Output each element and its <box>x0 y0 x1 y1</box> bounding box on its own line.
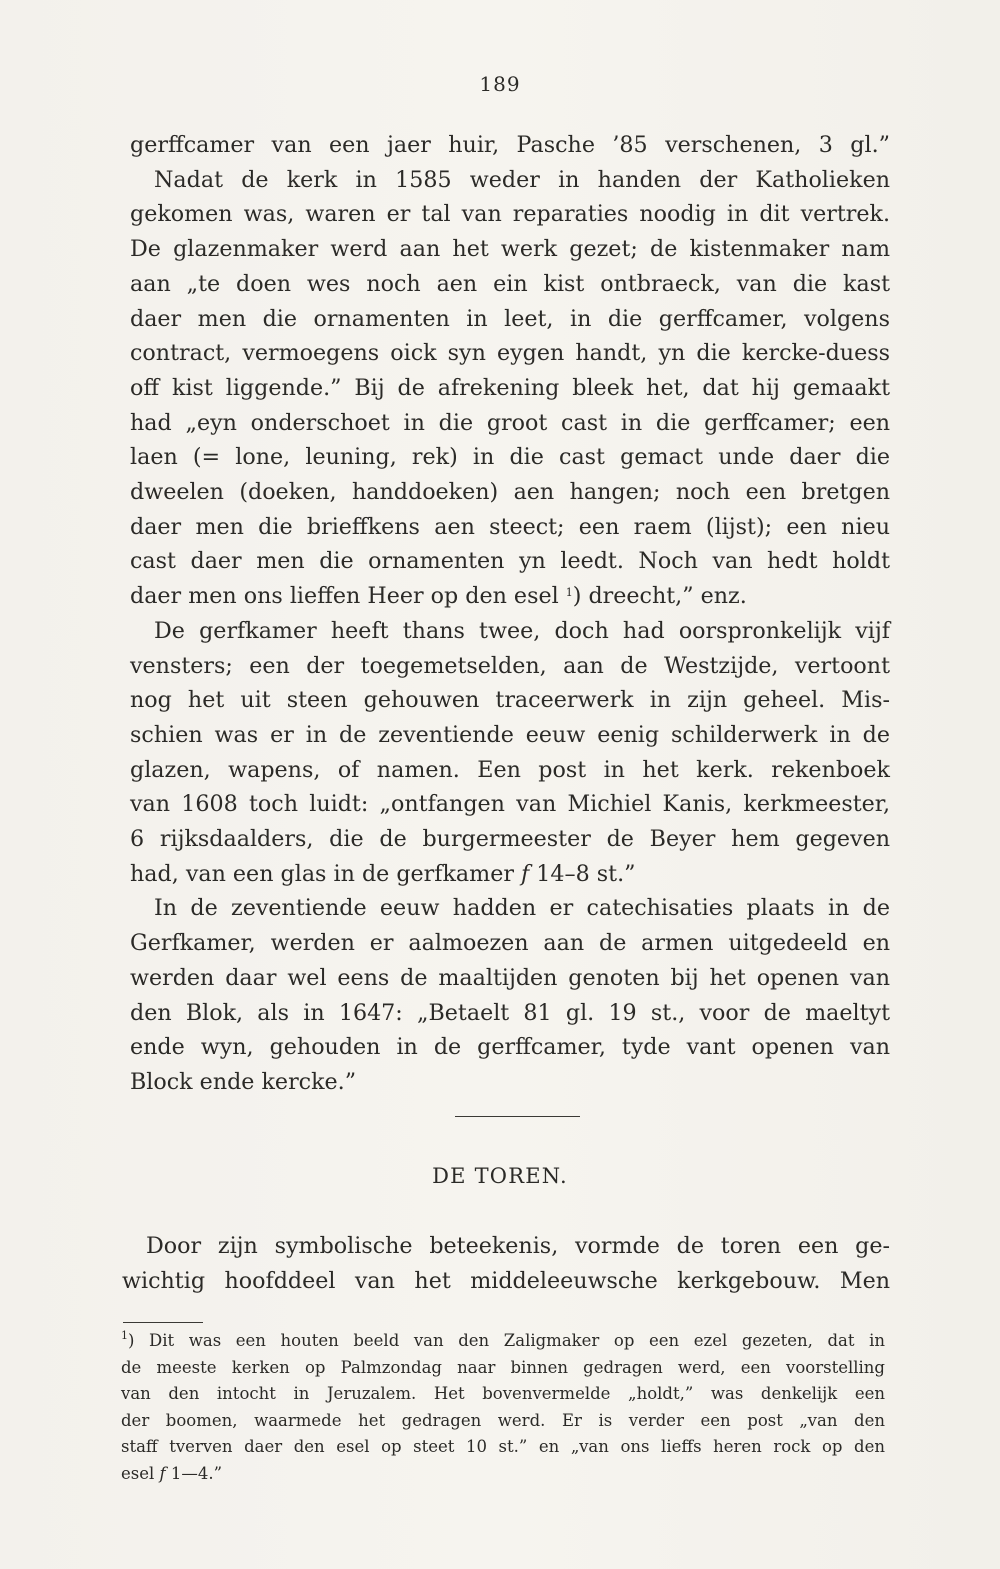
footnote-line-first <box>121 1328 885 1355</box>
main-text-block <box>130 128 890 1100</box>
footnote-line: van den intocht in Jeruzalem. Het bovenvermelde „holdt,” was denkelijk een <box>121 1384 885 1404</box>
text-line: laen (= lone, leuning, rek) in die cast gemact unde daer die <box>130 444 890 471</box>
text-line: Nadat de kerk in 1585 weder in handen der Katholieken <box>154 166 890 193</box>
footnote-text: esel <box>121 1463 155 1483</box>
text-line: schien was er in de zeventiende eeuw eenig schilderwerk in de <box>130 721 890 748</box>
footnote-line: staff tverven daer den esel op steet 10 st.” en „van ons lieffs heren rock op den <box>121 1437 885 1457</box>
text-line: wichtig hoofddeel van het middeleeuwsche kerkgebouw. Men <box>122 1267 890 1294</box>
text-line-with-amount <box>130 857 890 892</box>
text-line: De glazenmaker werd aan het werk gezet; de kistenmaker nam <box>130 236 890 263</box>
text-line: werden daar wel eens de maaltijden genoten bij het openen van <box>130 964 890 991</box>
text-line: glazen, wapens, of namen. Een post in het kerk. rekenboek <box>130 756 890 783</box>
footnote-line: de meeste kerken op Palmzondag naar binnen gedragen werd, een voorstelling <box>121 1357 885 1377</box>
text-line: aan „te doen wes noch aen ein kist ontbraeck, van die kast <box>130 270 890 297</box>
footnote-amount: 1—4.” <box>170 1463 223 1483</box>
footnote-text: ) Dit was een houten beeld van den Zaligmaker op een ezel gezeten, dat in <box>128 1331 885 1350</box>
text-line: Door zijn symbolische beteekenis, vormde de toren een ge- <box>146 1233 890 1259</box>
text-line: De gerfkamer heeft thans twee, doch had oorspronkelijk vijf <box>154 617 890 644</box>
text-line: van 1608 toch luidt: „ontfangen van Michiel Kanis, kerkmeester, <box>130 791 890 818</box>
text-line: had „eyn onderschoet in die groot cast in die gerffcamer; een <box>130 409 890 436</box>
text-line-with-footnote-ref <box>130 579 890 614</box>
text-line: gerffcamer van een jaer huir, Pasche ’85 verschenen, 3 gl.” <box>130 132 890 158</box>
footnote-line-last <box>121 1461 885 1488</box>
text-line-start: had, van een glas in de gerfkamer <box>130 860 514 887</box>
text-line: nog het uit steen gehouwen traceerwerk in zijn geheel. Mis- <box>130 687 890 714</box>
florin-sign: f <box>159 1463 166 1483</box>
footnote-marker: 1 <box>121 1329 128 1342</box>
footnote-divider <box>123 1322 203 1323</box>
section-heading: DE TOREN. <box>432 1164 568 1188</box>
footnote-reference: 1 <box>565 586 573 600</box>
section-text-block <box>122 1229 890 1298</box>
text-line: ende wyn, gehouden in de gerffcamer, tyde vant openen van <box>130 1034 890 1061</box>
text-line: daer men die brieffkens aen steect; een raem (lijst); een nieu <box>130 513 890 540</box>
page-number: 189 <box>479 72 521 96</box>
text-line: den Blok, als in 1647: „Betaelt 81 gl. 19 st., voor de maeltyt <box>130 999 890 1026</box>
text-line-start: daer men ons lieffen Heer op den esel <box>130 583 559 610</box>
text-line: off kist liggende.” Bij de afrekening bleek het, dat hij gemaakt <box>130 374 890 401</box>
text-line-end: ) dreecht,” enz. <box>572 583 747 610</box>
text-line: gekomen was, waren er tal van reparaties noodig in dit vertrek. <box>130 201 890 228</box>
text-line: contract, vermoegens oick syn eygen handt, yn die kercke-duess <box>130 340 890 367</box>
text-line: cast daer men die ornamenten yn leedt. Noch van hedt holdt <box>130 548 890 575</box>
footnote-line: der boomen, waarmede het gedragen werd. Er is verder een post „van den <box>121 1410 885 1430</box>
text-line: Block ende kercke.” <box>130 1068 357 1095</box>
text-line: vensters; een der toegemetselden, aan de Westzijde, vertoont <box>130 652 890 679</box>
text-line: Gerfkamer, werden er aalmoezen aan de armen uitgedeeld en <box>130 930 890 957</box>
text-line-end: 14–8 st.” <box>536 860 636 887</box>
text-line: dweelen (doeken, handdoeken) aen hangen; noch een bretgen <box>130 479 890 506</box>
text-line: 6 rijksdaalders, die de burgermeester de Beyer hem gegeven <box>130 826 890 853</box>
florin-sign: f <box>521 860 530 887</box>
section-divider <box>455 1116 580 1117</box>
footnote-block <box>121 1328 885 1488</box>
text-line: In de zeventiende eeuw hadden er catechisaties plaats in de <box>154 895 890 922</box>
text-line: daer men die ornamenten in leet, in die gerffcamer, volgens <box>130 305 890 332</box>
